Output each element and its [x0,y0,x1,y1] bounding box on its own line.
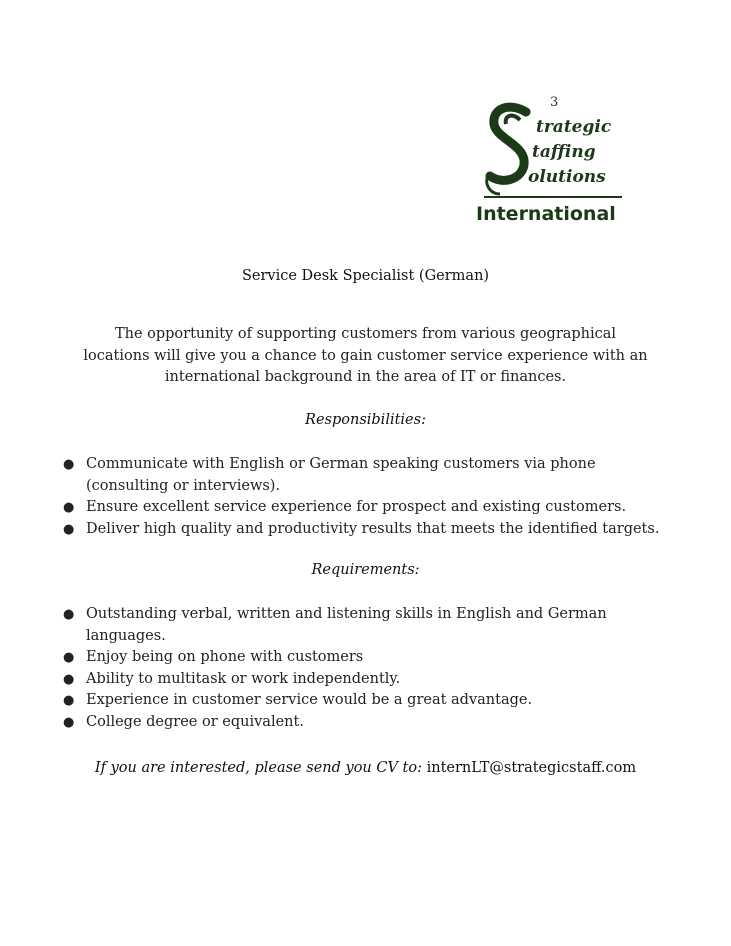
list-item-text: Communicate with English or German speaking customers via phone (consulting or interviews). [86,456,596,494]
list-item-text: Experience in customer service would be a great advantage. [86,692,533,708]
svg-text:3: 3 [550,95,559,110]
contact-email-link[interactable]: internLT@strategicstaff.com [426,760,637,776]
responsibilities-heading: Responsibilities: [305,412,426,428]
list-item-text: College degree or equivalent. [86,713,304,730]
svg-text:trategic: trategic [536,117,612,137]
intro-paragraph: The opportunity of supporting customers from various geographical locations will give you a chance to gain customer service experience with an international background in the area of IT or finances. [83,326,648,385]
bullet-icon: ● [63,500,75,515]
list-item [60,690,660,712]
bullet-icon: ● [63,457,75,472]
bullet-icon: ● [63,693,75,708]
contact-prompt: If you are interested, please send you CV to: [94,760,422,776]
list-item [60,497,660,519]
contact-line [0,760,731,776]
job-title: Service Desk Specialist (German) [241,268,490,284]
list-item-text: Deliver high quality and productivity results that meets the identified targets. [86,520,660,537]
list-item [60,519,660,541]
list-item [60,604,660,647]
responsibilities-list [60,454,660,540]
list-item-text: Enjoy being on phone with customers [86,649,364,665]
list-item-text: Ability to multitask or work independently. [86,670,401,687]
requirements-heading: Requirements: [311,562,420,578]
bullet-icon: ● [63,650,75,665]
list-item-text: Ensure excellent service experience for prospect and existing customers. [86,499,627,515]
bullet-icon: ● [63,521,75,537]
requirements-list [60,604,660,733]
list-item [60,712,660,734]
bullet-icon: ● [63,671,75,687]
svg-text:International: International [476,203,616,225]
list-item [60,669,660,691]
list-item-text: Outstanding verbal, written and listening skills in English and German languages. [86,606,607,644]
svg-text:olutions: olutions [528,167,606,187]
list-item [60,647,660,669]
list-item [60,454,660,497]
bullet-icon: ● [63,714,75,730]
bullet-icon: ● [63,607,75,622]
svg-text:taffing: taffing [532,142,596,162]
company-logo [474,94,630,226]
